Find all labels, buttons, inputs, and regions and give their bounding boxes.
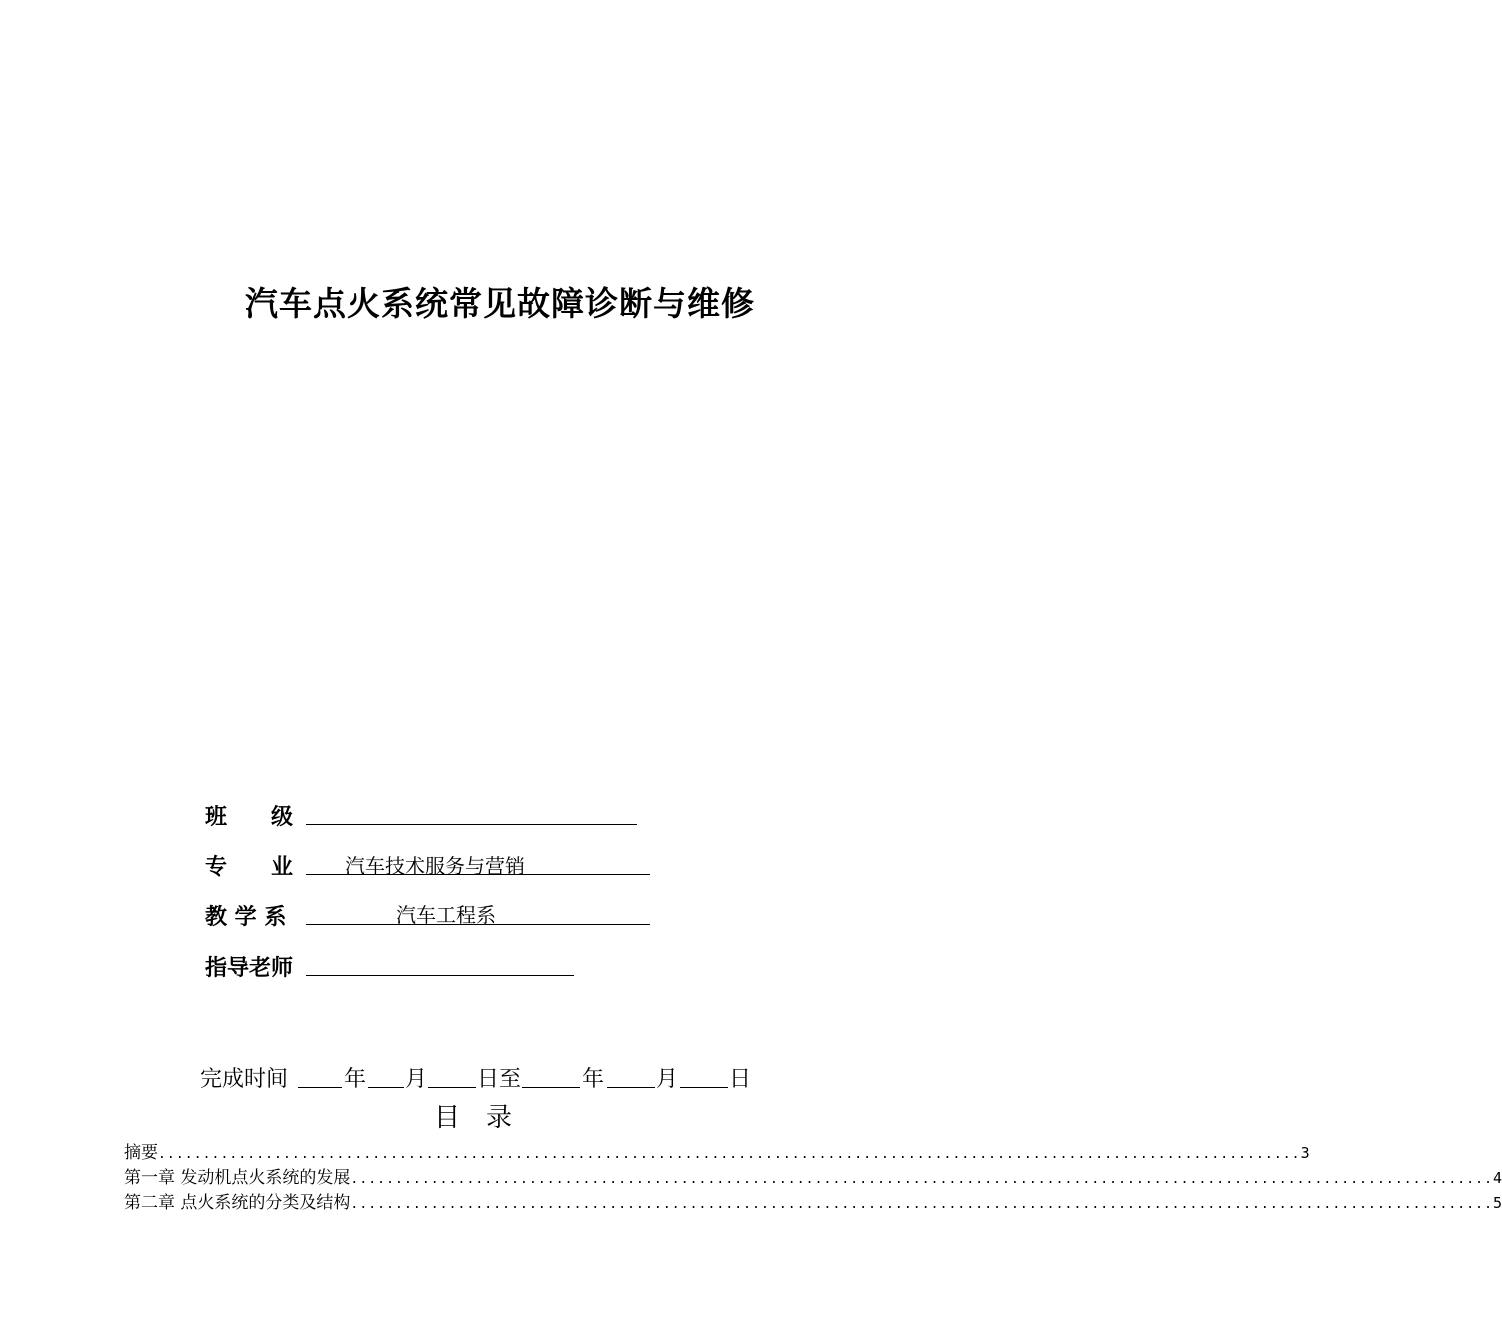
advisor-underline[interactable] — [306, 975, 574, 976]
day-to-label: 日至 — [477, 1067, 522, 1092]
toc-entry-page: 4 — [1493, 1169, 1502, 1187]
major-label: 专 业 — [205, 855, 294, 880]
toc-entry-label: 第二章 点火系统的分类及结构 — [124, 1193, 351, 1213]
toc-leader-dots: ................................................................................................................................ — [158, 1147, 1301, 1162]
document-title: 汽车点火系统常见故障诊断与维修 — [245, 284, 755, 323]
toc-leader-dots: ................................................................................................................................ — [350, 1197, 1494, 1212]
year2-label: 年 — [582, 1067, 605, 1092]
toc-entry-page: 3 — [1300, 1144, 1310, 1162]
toc-entry[interactable] — [124, 1138, 1310, 1163]
major-value: 汽车技术服务与营销 — [345, 854, 525, 878]
day2-label: 日 — [729, 1067, 752, 1092]
class-underline[interactable] — [306, 824, 637, 825]
department-value: 汽车工程系 — [396, 903, 496, 927]
toc-entry-label: 摘要 — [124, 1143, 158, 1163]
year1-blank[interactable] — [298, 1087, 342, 1088]
toc-entry-label: 第一章 发动机点火系统的发展 — [124, 1168, 351, 1188]
advisor-label: 指导老师 — [205, 956, 294, 981]
day1-blank[interactable] — [428, 1087, 476, 1088]
day2-blank[interactable] — [680, 1087, 728, 1088]
toc-leader-dots: ................................................................................................................................ — [350, 1172, 1494, 1187]
toc-entry[interactable] — [124, 1163, 1502, 1188]
toc-heading: 目 录 — [434, 1103, 513, 1133]
toc-entry[interactable] — [124, 1188, 1502, 1213]
month2-label: 月 — [656, 1067, 679, 1092]
class-label: 班 级 — [205, 805, 294, 830]
month1-label: 月 — [405, 1067, 428, 1092]
year1-label: 年 — [344, 1067, 367, 1092]
department-label: 教 学 系 — [205, 905, 287, 930]
year2-blank[interactable] — [522, 1087, 580, 1088]
completion-label: 完成时间 — [200, 1067, 289, 1092]
month1-blank[interactable] — [368, 1087, 404, 1088]
month2-blank[interactable] — [607, 1087, 655, 1088]
toc-entry-page: 5 — [1493, 1194, 1502, 1212]
